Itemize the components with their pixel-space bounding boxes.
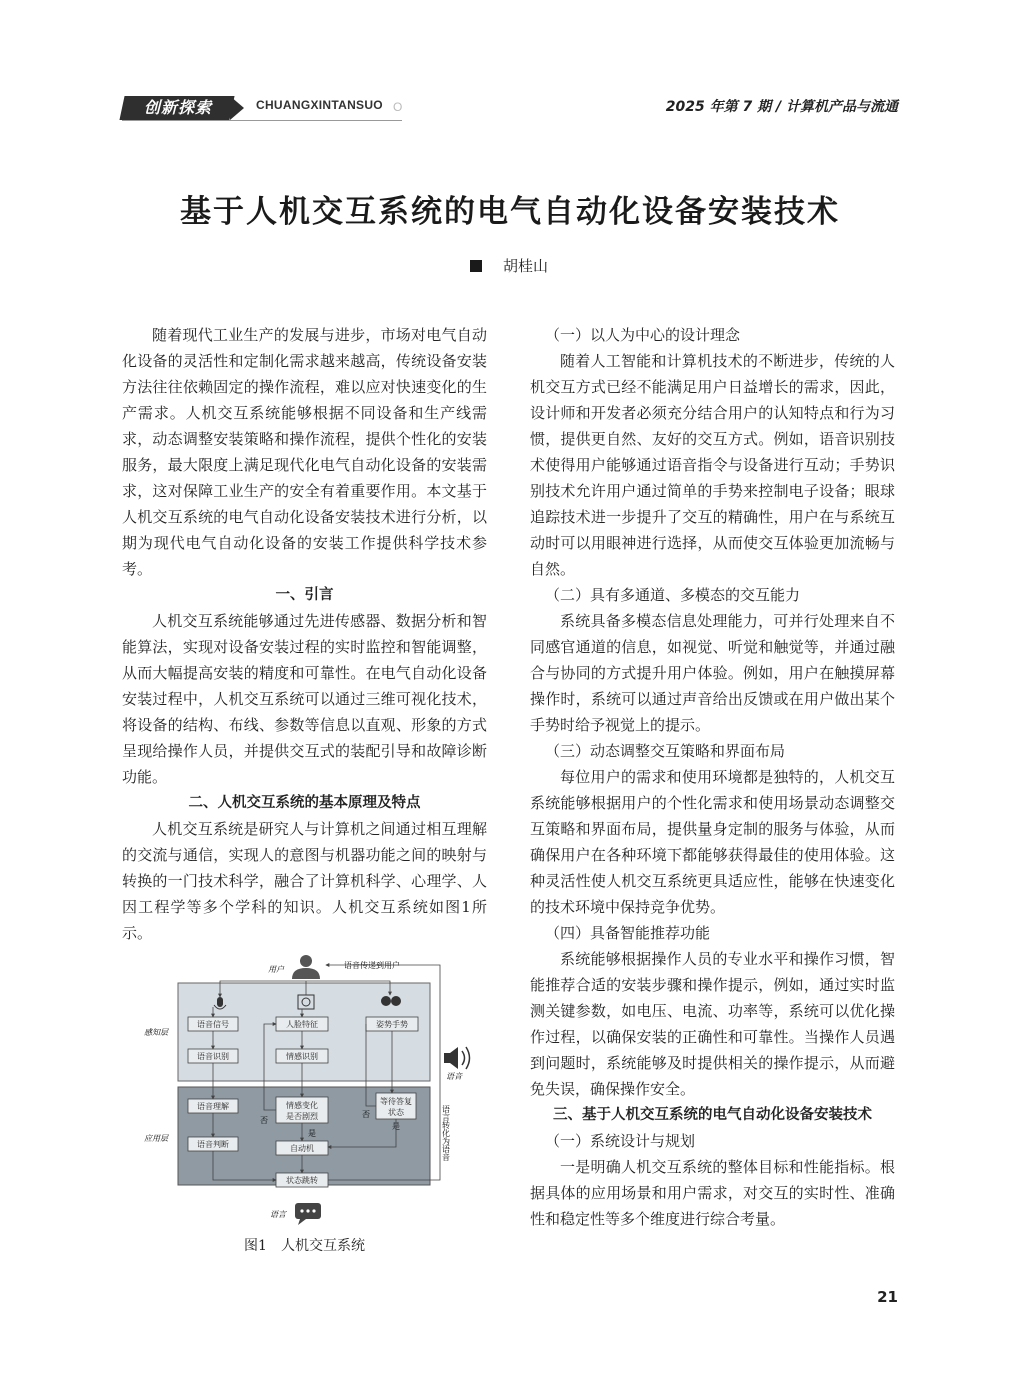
section-heading: （三）动态调整交互策略和界面布局 [545,742,786,760]
speaker-icon [444,1047,470,1069]
paragraph: 系统具备多模态信息处理能力，可并行处理来自不同感官通道的信息，如视觉、听觉和触觉等，并通过融合与协同的方式提升用户体验。例如，用户在触摸屏幕操作时，系统可以通过声音给出反馈或在用户做出某个手势时给予视觉上的提示。 [530,612,895,734]
paragraph: 随着现代工业生产的发展与进步，市场对电气自动化设备的灵活性和定制化需求越来越高，传统设备安装方法往往依赖固定的操作流程，难以应对快速变化的生产需求。人机交互系统能够根据不同设备和生产线需求，动态调整安装策略和操作流程，提供个性化的安装服务，最大限度上满足现代化电气自动化设备的安装需求，这对保障工业生产的安全有着重要作用。本文基于人机交互系统的电气自动化设备安装技术进行分析，以期为现代电气自动化设备的安装工作提供科学技术参考。 [122,326,487,578]
paragraph: 每位用户的需求和使用环境都是独特的，人机交互系统能够根据用户的个性化需求和使用场景动态调整交互策略和界面布局，提供量身定制的服务与体验，从而确保用户在各种环境下都能够获得最佳的使用体验。这种灵活性使人机交互系统更具适应性，能够在快速变化的技术环境中保持竞争优势。 [530,768,895,916]
text-emotion-change: 情感变化 [286,1101,318,1110]
text-voice-understanding: 语音理解 [197,1102,229,1111]
section-heading: （四）具备智能推荐功能 [545,924,711,942]
text-gesture: 姿势手势 [376,1020,408,1029]
section-heading: （二）具有多通道、多模态的交互能力 [545,586,801,604]
hci-diagram [140,955,475,1230]
right-column [530,322,895,1232]
label-voice-right: 语音 [446,1072,462,1081]
figure-caption: 图1 人机交互系统 [244,1238,365,1254]
left-column [122,322,487,946]
header-rule [122,120,402,121]
section-heading: 三、基于人机交互系统的电气自动化设备安装技术 [553,1107,872,1123]
paragraph: 系统能够根据操作人员的专业水平和操作习惯，智能推荐合适的安装步骤和操作提示，例如，通过实时监测关键参数，如电压、电流、功率等，系统可以优化操作过程，以确保安装的正确性和可靠性。当操作人员遇到问题时，系统能够及时提供相关的操作提示，从而避免失误，确保操作安全。 [530,950,895,1098]
section-heading: （一）以人为中心的设计理念 [545,326,741,344]
section-heading: 二、人机交互系统的基本原理及特点 [188,795,421,811]
column-tag-latin-trailing: O [393,100,403,114]
column-tag-arrow [230,96,244,120]
label-language-bottom: 语言 [270,1210,286,1219]
column-tag-latin: CHUANGXINTANSUO [256,98,383,112]
label-to-speech: 语言转化为语音 [441,1105,451,1161]
text-emotion-recognition: 情感识别 [286,1052,318,1061]
figure-hci-system [140,955,475,1230]
author-name: 胡桂山 [503,257,549,275]
label-application-layer: 应用层 [144,1134,168,1143]
text-automaton: 自动机 [290,1144,314,1153]
text-state: 状态 [388,1108,404,1117]
paragraph: 人机交互系统是研究人与计算机之间通过相互理解的交流与通信，实现人的意图与机器功能之间的映射与转换的一门技术科学，融合了计算机科学、心理学、人因工程学等多个学科的知识。人机交互系统如图1所示。 [122,820,487,942]
chat-bubble-icon [295,1203,321,1225]
label-voice-to-user: 语音传递到用户 [344,961,400,970]
text-yes-mid: 是 [308,1129,316,1138]
text-voice-judgment: 语音判断 [197,1140,229,1149]
issue-info: 2025 年第 7 期 / 计算机产品与流通 [665,99,898,115]
section-heading: 一、引言 [275,587,334,603]
text-is-intense: 是否剧烈 [286,1112,318,1121]
column-tag: 创新探索 [143,98,212,117]
label-user: 用户 [268,965,284,974]
text-voice-signal: 语音信号 [197,1020,229,1029]
text-no-left: 否 [260,1116,268,1125]
paragraph: 随着人工智能和计算机技术的不断进步，传统的人机交互方式已经不能满足用户日益增长的需求，因此，设计师和开发者必须充分结合用户的认知特点和行为习惯，提供更自然、友好的交互方式。例如，语音识别技术使得用户能够通过语音指令与设备进行互动；手势识别技术允许用户通过简单的手势来控制电子设备；眼球追踪技术进一步提升了交互的精确性，用户在与系统互动时可以用眼神进行选择，从而使交互体验更加流畅与自然。 [530,352,895,578]
article-title: 基于人机交互系统的电气自动化设备安装技术 [180,194,840,230]
text-no-right: 否 [362,1110,370,1119]
text-wait-reply: 等待答复 [380,1097,412,1106]
label-perception-layer: 感知层 [144,1028,168,1037]
text-voice-recognition: 语音识别 [197,1052,229,1061]
text-state-jump: 状态跳转 [286,1176,318,1185]
page-number: 21 [877,1288,898,1306]
paragraph: 人机交互系统能够通过先进传感器、数据分析和智能算法，实现对设备安装过程的实时监控和智能调整，从而大幅提高安装的精度和可靠性。在电气自动化设备安装过程中，人机交互系统可以通过三维可视化技术，将设备的结构、布线、参数等信息以直观、形象的方式呈现给操作人员，并提供交互式的装配引导和故障诊断功能。 [122,612,487,786]
text-yes-right: 是 [392,1122,400,1131]
section-heading: （一）系统设计与规划 [545,1132,696,1150]
paragraph: 一是明确人机交互系统的整体目标和性能指标。根据具体的应用场景和用户需求，对交互的实时性、准确性和稳定性等多个维度进行综合考量。 [530,1158,895,1228]
text-face-feature: 人脸特征 [286,1020,318,1029]
author-marker [470,260,482,272]
user-icon [292,955,320,979]
